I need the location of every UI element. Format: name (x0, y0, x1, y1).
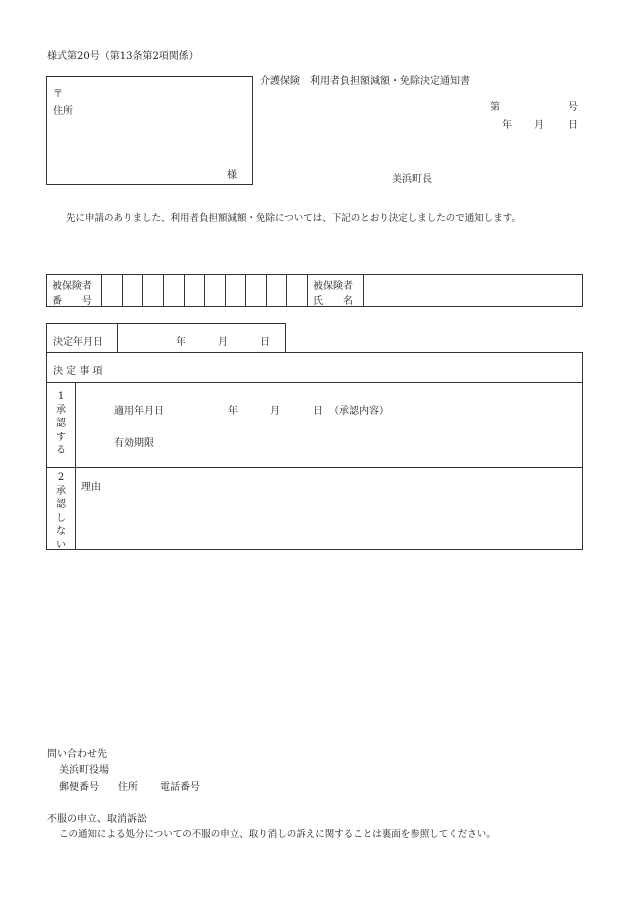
issue-day: 日 (568, 120, 578, 131)
issue-year: 年 (502, 120, 512, 131)
honorific: 様 (227, 170, 237, 181)
decision-month: 月 (218, 337, 228, 348)
insured-name-label-1: 被保険者 (313, 281, 353, 292)
insured-number-label-2: 番 号 (52, 296, 92, 307)
insured-number-label-1: 被保険者 (52, 281, 92, 292)
notice-title: 介護保険 利用者負担額減額・免除決定通知書 (260, 76, 470, 87)
decision-day: 日 (260, 337, 270, 348)
contact-office: 美浜町役場 (59, 765, 109, 776)
approve-side-label: 1承認する (56, 391, 66, 456)
form-number: 様式第20号（第13条第2項関係） (47, 51, 199, 62)
issue-month: 月 (534, 120, 544, 131)
contact-phone-label: 電話番号 (160, 782, 200, 793)
contact-postal-label: 郵便番号 (59, 782, 99, 793)
insured-name-label-2: 氏 名 (313, 296, 353, 307)
decision-items-label: 決 定 事 項 (53, 366, 103, 377)
decision-year: 年 (176, 337, 186, 348)
appeal-heading: 不服の申立、取消訴訟 (47, 814, 147, 825)
apply-month: 月 (270, 406, 280, 417)
address-label: 住所 (53, 106, 73, 117)
reason-label: 理由 (81, 482, 101, 493)
reject-side-label: 2承認しない (56, 472, 66, 551)
apply-day: 日 (313, 406, 323, 417)
approval-content-label: （承認内容） (329, 406, 389, 417)
doc-number-suffix: 号 (568, 102, 578, 113)
apply-year: 年 (228, 406, 238, 417)
appeal-text: この通知による処分についての不服の申立、取り消しの訴えに関することは裏面を参照してください。 (59, 829, 496, 840)
intro-text: 先に申請のありました、利用者負担額減額・免除については、下記のとおり決定しましたので通知します。 (66, 213, 522, 224)
apply-date-label: 適用年月日 (114, 406, 164, 417)
issuer: 美浜町長 (392, 174, 432, 185)
address-box (46, 76, 253, 185)
validity-label: 有効期限 (114, 438, 154, 449)
decision-date-label: 決定年月日 (53, 337, 103, 348)
doc-number-prefix: 第 (490, 102, 500, 113)
contact-heading: 問い合わせ先 (47, 749, 107, 760)
contact-address-label: 住所 (118, 782, 138, 793)
postal-mark: 〒 (53, 89, 63, 100)
